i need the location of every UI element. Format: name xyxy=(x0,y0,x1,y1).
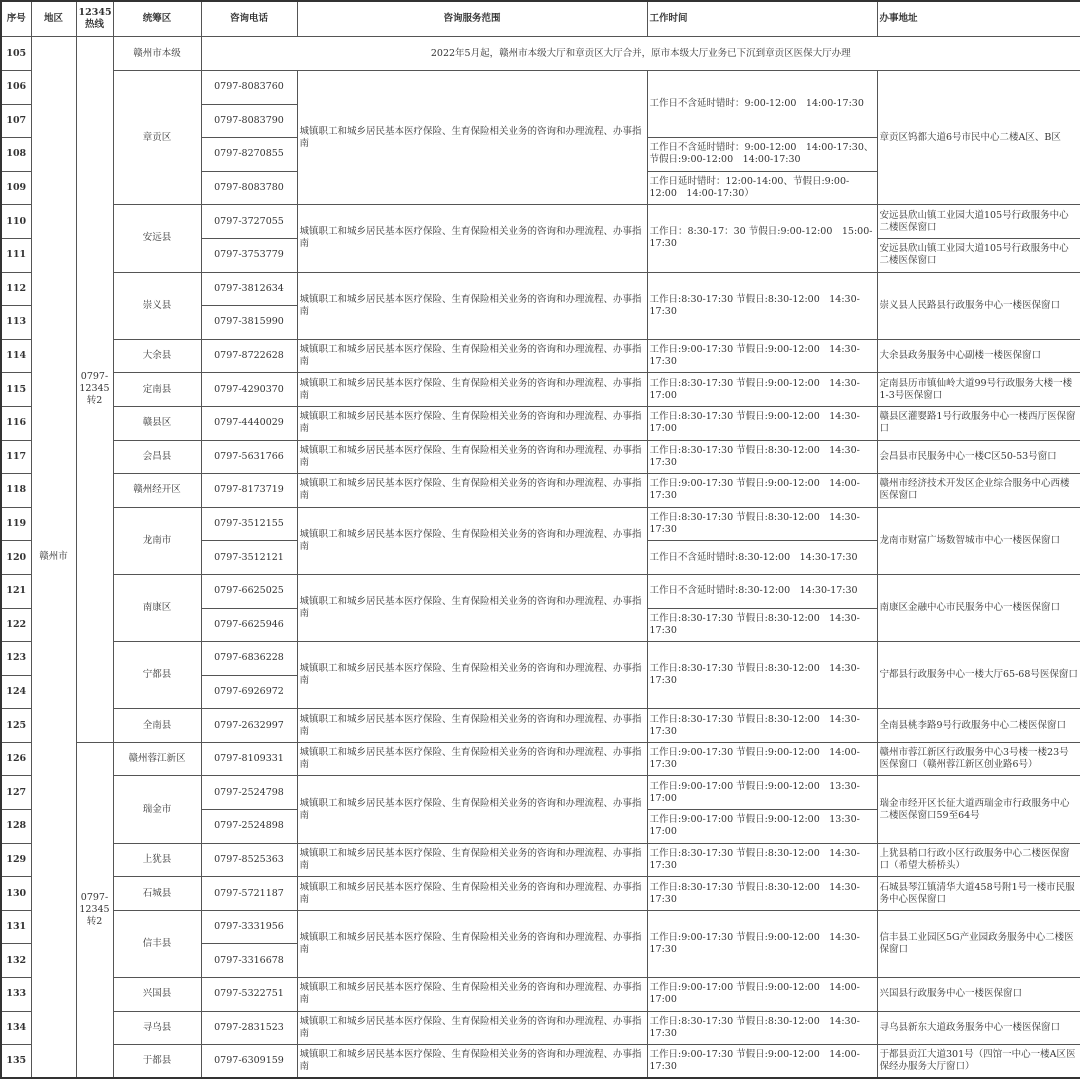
hours-cell: 工作日:9:00-17:30 节假日:9:00-12:00 14:00-17:30 xyxy=(647,742,877,776)
address-cell: 于都县贡江大道301号（四馆一中心一楼A区医保经办服务大厅窗口） xyxy=(877,1045,1080,1079)
address-cell: 全南县桃李路9号行政服务中心二楼医保窗口 xyxy=(877,709,1080,743)
district-cell: 赣县区 xyxy=(113,406,201,440)
table-row xyxy=(1,507,1080,541)
row-no: 135 xyxy=(1,1045,31,1079)
table-row xyxy=(1,742,1080,776)
address-cell: 信丰县工业园区5G产业园政务服务中心二楼医保窗口 xyxy=(877,910,1080,977)
row-no: 124 xyxy=(1,675,31,709)
row-no: 112 xyxy=(1,272,31,306)
scope-cell: 城镇职工和城乡居民基本医疗保险、生育保险相关业务的咨询和办理流程、办事指南 xyxy=(297,1045,647,1079)
district-cell: 崇义县 xyxy=(113,272,201,339)
phone-cell: 0797-3316678 xyxy=(201,944,297,978)
row-no: 127 xyxy=(1,776,31,810)
row-no: 107 xyxy=(1,104,31,138)
district-cell: 于都县 xyxy=(113,1045,201,1079)
address-cell: 赣县区灌婴路1号行政服务中心一楼西厅医保窗口 xyxy=(877,406,1080,440)
district-cell: 南康区 xyxy=(113,574,201,641)
row-no: 105 xyxy=(1,37,31,71)
hours-cell: 工作日:8:30-17:30 节假日:8:30-12:00 14:30-17:30 xyxy=(647,272,877,339)
hotline-cell: 0797-12345转2 xyxy=(76,742,113,1078)
district-cell: 宁都县 xyxy=(113,642,201,709)
table-row xyxy=(1,37,1080,71)
address-cell: 章贡区钨都大道6号市民中心二楼A区、B区 xyxy=(877,71,1080,205)
merge-note: 2022年5月起，赣州市本级大厅和章贡区大厅合并，原市本级大厅业务已下沉到章贡区医保大厅办理 xyxy=(201,37,1080,71)
address-cell: 安远县欣山镇工业园大道105号行政服务中心二楼医保窗口 xyxy=(877,205,1080,239)
phone-cell: 0797-2632997 xyxy=(201,709,297,743)
address-cell: 赣州市蓉江新区行政服务中心3号楼一楼23号医保窗口（赣州蓉江新区创业路6号） xyxy=(877,742,1080,776)
row-no: 106 xyxy=(1,71,31,105)
row-no: 134 xyxy=(1,1011,31,1045)
phone-cell: 0797-5631766 xyxy=(201,440,297,474)
address-cell: 会昌县市民服务中心一楼C区50-53号窗口 xyxy=(877,440,1080,474)
address-cell: 南康区金融中心市民服务中心一楼医保窗口 xyxy=(877,574,1080,641)
hours-cell: 工作日不含延时错时:8:30-12:00 14:30-17:30 xyxy=(647,541,877,575)
table-row xyxy=(1,373,1080,407)
hours-cell: 工作日:9:00-17:00 节假日:9:00-12:00 14:00-17:00 xyxy=(647,978,877,1012)
scope-cell: 城镇职工和城乡居民基本医疗保险、生育保险相关业务的咨询和办理流程、办事指南 xyxy=(297,1011,647,1045)
phone-cell: 0797-6625025 xyxy=(201,574,297,608)
phone-cell: 0797-3512121 xyxy=(201,541,297,575)
district-cell: 赣州经开区 xyxy=(113,474,201,508)
row-no: 109 xyxy=(1,171,31,205)
hours-cell: 工作日不含延时错时：9:00-12:00 14:00-17:30、节假日:9:00-12:00 14:00-17:30 xyxy=(647,138,877,172)
row-no: 113 xyxy=(1,306,31,340)
district-cell: 章贡区 xyxy=(113,71,201,205)
header-row xyxy=(1,1,1080,37)
phone-cell: 0797-3331956 xyxy=(201,910,297,944)
phone-cell: 0797-6926972 xyxy=(201,675,297,709)
phone-cell: 0797-3812634 xyxy=(201,272,297,306)
table-row xyxy=(1,339,1080,373)
address-cell: 龙南市财富广场数智城市中心一楼医保窗口 xyxy=(877,507,1080,574)
phone-cell: 0797-4440029 xyxy=(201,406,297,440)
address-cell: 寻乌县新东大道政务服务中心一楼医保窗口 xyxy=(877,1011,1080,1045)
scope-cell: 城镇职工和城乡居民基本医疗保险、生育保险相关业务的咨询和办理流程、办事指南 xyxy=(297,406,647,440)
row-no: 125 xyxy=(1,709,31,743)
address-cell: 兴国县行政服务中心一楼医保窗口 xyxy=(877,978,1080,1012)
header-region: 地区 xyxy=(31,1,76,37)
header-district: 统筹区 xyxy=(113,1,201,37)
address-cell: 瑞金市经开区长征大道西瑞金市行政服务中心二楼医保窗口59至64号 xyxy=(877,776,1080,843)
scope-cell: 城镇职工和城乡居民基本医疗保险、生育保险相关业务的咨询和办理流程、办事指南 xyxy=(297,843,647,877)
scope-cell: 城镇职工和城乡居民基本医疗保险、生育保险相关业务的咨询和办理流程、办事指南 xyxy=(297,373,647,407)
phone-cell: 0797-2524898 xyxy=(201,810,297,844)
district-cell: 瑞金市 xyxy=(113,776,201,843)
row-no: 114 xyxy=(1,339,31,373)
table-row xyxy=(1,776,1080,810)
phone-cell: 0797-8083780 xyxy=(201,171,297,205)
row-no: 110 xyxy=(1,205,31,239)
hours-cell: 工作日:8:30-17:30 节假日:8:30-12:00 14:30-17:30 xyxy=(647,440,877,474)
phone-cell: 0797-6625946 xyxy=(201,608,297,642)
row-no: 129 xyxy=(1,843,31,877)
phone-cell: 0797-3512155 xyxy=(201,507,297,541)
table-row xyxy=(1,406,1080,440)
phone-cell: 0797-8083790 xyxy=(201,104,297,138)
row-no: 123 xyxy=(1,642,31,676)
hours-cell: 工作日:8:30-17:30 节假日:8:30-12:00 14:30-17:30 xyxy=(647,877,877,911)
hours-cell: 工作日:8:30-17:30 节假日:8:30-12:00 14:30-17:30 xyxy=(647,709,877,743)
address-cell: 赣州市经济技术开发区企业综合服务中心西楼医保窗口 xyxy=(877,474,1080,508)
scope-cell: 城镇职工和城乡居民基本医疗保险、生育保险相关业务的咨询和办理流程、办事指南 xyxy=(297,574,647,641)
scope-cell: 城镇职工和城乡居民基本医疗保险、生育保险相关业务的咨询和办理流程、办事指南 xyxy=(297,776,647,843)
scope-cell: 城镇职工和城乡居民基本医疗保险、生育保险相关业务的咨询和办理流程、办事指南 xyxy=(297,205,647,272)
header-phone: 咨询电话 xyxy=(201,1,297,37)
address-cell: 上犹县稍口行政小区行政服务中心二楼医保窗口（希望大桥桥头） xyxy=(877,843,1080,877)
phone-cell: 0797-4290370 xyxy=(201,373,297,407)
phone-cell: 0797-2524798 xyxy=(201,776,297,810)
district-cell: 信丰县 xyxy=(113,910,201,977)
phone-cell: 0797-8173719 xyxy=(201,474,297,508)
row-no: 132 xyxy=(1,944,31,978)
hours-cell: 工作日:9:00-17:00 节假日:9:00-12:00 13:30-17:00 xyxy=(647,810,877,844)
scope-cell: 城镇职工和城乡居民基本医疗保险、生育保险相关业务的咨询和办理流程、办事指南 xyxy=(297,71,647,205)
phone-cell: 0797-6836228 xyxy=(201,642,297,676)
address-cell: 定南县历市镇仙岭大道99号行政服务大楼一楼1-3号医保窗口 xyxy=(877,373,1080,407)
hours-cell: 工作日:8:30-17:30 节假日:9:00-12:00 14:30-17:00 xyxy=(647,373,877,407)
phone-cell: 0797-2831523 xyxy=(201,1011,297,1045)
hours-cell: 工作日:9:00-17:30 节假日:9:00-12:00 14:30-17:30 xyxy=(647,339,877,373)
header-address: 办事地址 xyxy=(877,1,1080,37)
hours-cell: 工作日:9:00-17:00 节假日:9:00-12:00 13:30-17:00 xyxy=(647,776,877,810)
table-row xyxy=(1,642,1080,676)
phone-cell: 0797-8525363 xyxy=(201,843,297,877)
district-cell: 赣州市本级 xyxy=(113,37,201,71)
scope-cell: 城镇职工和城乡居民基本医疗保险、生育保险相关业务的咨询和办理流程、办事指南 xyxy=(297,709,647,743)
table-row xyxy=(1,877,1080,911)
table-row xyxy=(1,205,1080,239)
phone-cell: 0797-8109331 xyxy=(201,742,297,776)
district-cell: 兴国县 xyxy=(113,978,201,1012)
row-no: 119 xyxy=(1,507,31,541)
address-cell: 石城县琴江镇清华大道458号附1号一楼市民服务中心医保窗口 xyxy=(877,877,1080,911)
district-cell: 安远县 xyxy=(113,205,201,272)
scope-cell: 城镇职工和城乡居民基本医疗保险、生育保险相关业务的咨询和办理流程、办事指南 xyxy=(297,642,647,709)
hours-cell: 工作日:9:00-17:30 节假日:9:00-12:00 14:00-17:30 xyxy=(647,474,877,508)
table-row xyxy=(1,1045,1080,1079)
phone-cell: 0797-3727055 xyxy=(201,205,297,239)
district-cell: 会昌县 xyxy=(113,440,201,474)
row-no: 108 xyxy=(1,138,31,172)
scope-cell: 城镇职工和城乡居民基本医疗保险、生育保险相关业务的咨询和办理流程、办事指南 xyxy=(297,742,647,776)
scope-cell: 城镇职工和城乡居民基本医疗保险、生育保险相关业务的咨询和办理流程、办事指南 xyxy=(297,910,647,977)
scope-cell: 城镇职工和城乡居民基本医疗保险、生育保险相关业务的咨询和办理流程、办事指南 xyxy=(297,507,647,574)
hotline-cell: 0797-12345转2 xyxy=(76,37,113,743)
district-cell: 全南县 xyxy=(113,709,201,743)
address-cell: 宁都县行政服务中心一楼大厅65-68号医保窗口 xyxy=(877,642,1080,709)
hours-cell: 工作日:8:30-17:30 节假日:8:30-12:00 14:30-17:30 xyxy=(647,843,877,877)
header-hours: 工作时间 xyxy=(647,1,877,37)
hours-cell: 工作日不含延时错时:8:30-12:00 14:30-17:30 xyxy=(647,574,877,608)
table-row xyxy=(1,910,1080,944)
hours-cell: 工作日:8:30-17:30 节假日:8:30-12:00 14:30-17:30 xyxy=(647,507,877,541)
hours-cell: 工作日:8:30-17:30 节假日:8:30-12:00 14:30-17:30 xyxy=(647,1011,877,1045)
table-row xyxy=(1,978,1080,1012)
scope-cell: 城镇职工和城乡居民基本医疗保险、生育保险相关业务的咨询和办理流程、办事指南 xyxy=(297,440,647,474)
hours-cell: 工作日不含延时错时：9:00-12:00 14:00-17:30 xyxy=(647,71,877,138)
phone-cell: 0797-6309159 xyxy=(201,1045,297,1079)
row-no: 126 xyxy=(1,742,31,776)
region-cell: 赣州市 xyxy=(31,37,76,1079)
row-no: 111 xyxy=(1,238,31,272)
table-row xyxy=(1,474,1080,508)
address-cell: 大余县政务服务中心副楼一楼医保窗口 xyxy=(877,339,1080,373)
district-cell: 龙南市 xyxy=(113,507,201,574)
district-cell: 上犹县 xyxy=(113,843,201,877)
phone-cell: 0797-8083760 xyxy=(201,71,297,105)
district-cell: 大余县 xyxy=(113,339,201,373)
district-cell: 石城县 xyxy=(113,877,201,911)
row-no: 120 xyxy=(1,541,31,575)
phone-cell: 0797-8270855 xyxy=(201,138,297,172)
table-row xyxy=(1,71,1080,105)
address-cell: 安远县欣山镇工业园大道105号行政服务中心二楼医保窗口 xyxy=(877,238,1080,272)
scope-cell: 城镇职工和城乡居民基本医疗保险、生育保险相关业务的咨询和办理流程、办事指南 xyxy=(297,339,647,373)
hours-cell: 工作日:8:30-17:30 节假日:8:30-12:00 14:30-17:30 xyxy=(647,642,877,709)
table-row xyxy=(1,440,1080,474)
table-row xyxy=(1,709,1080,743)
phone-cell: 0797-3753779 xyxy=(201,238,297,272)
address-cell: 崇义县人民路县行政服务中心一楼医保窗口 xyxy=(877,272,1080,339)
row-no: 130 xyxy=(1,877,31,911)
district-cell: 寻乌县 xyxy=(113,1011,201,1045)
row-no: 133 xyxy=(1,978,31,1012)
district-cell: 赣州蓉江新区 xyxy=(113,742,201,776)
scope-cell: 城镇职工和城乡居民基本医疗保险、生育保险相关业务的咨询和办理流程、办事指南 xyxy=(297,877,647,911)
hours-cell: 工作日:9:00-17:30 节假日:9:00-12:00 14:00-17:30 xyxy=(647,1045,877,1079)
header-no: 序号 xyxy=(1,1,31,37)
row-no: 122 xyxy=(1,608,31,642)
row-no: 117 xyxy=(1,440,31,474)
row-no: 128 xyxy=(1,810,31,844)
phone-cell: 0797-5721187 xyxy=(201,877,297,911)
row-no: 116 xyxy=(1,406,31,440)
scope-cell: 城镇职工和城乡居民基本医疗保险、生育保险相关业务的咨询和办理流程、办事指南 xyxy=(297,474,647,508)
phone-cell: 0797-3815990 xyxy=(201,306,297,340)
phone-cell: 0797-8722628 xyxy=(201,339,297,373)
header-scope: 咨询服务范围 xyxy=(297,1,647,37)
row-no: 121 xyxy=(1,574,31,608)
district-cell: 定南县 xyxy=(113,373,201,407)
row-no: 131 xyxy=(1,910,31,944)
table-row xyxy=(1,1011,1080,1045)
scope-cell: 城镇职工和城乡居民基本医疗保险、生育保险相关业务的咨询和办理流程、办事指南 xyxy=(297,978,647,1012)
hours-cell: 工作日：8:30-17：30 节假日:9:00-12:00 15:00-17:30 xyxy=(647,205,877,272)
row-no: 118 xyxy=(1,474,31,508)
row-no: 115 xyxy=(1,373,31,407)
table-row xyxy=(1,272,1080,306)
hours-cell: 工作日:8:30-17:30 节假日:8:30-12:00 14:30-17:30 xyxy=(647,608,877,642)
header-hotline: 12345热线 xyxy=(76,1,113,37)
scope-cell: 城镇职工和城乡居民基本医疗保险、生育保险相关业务的咨询和办理流程、办事指南 xyxy=(297,272,647,339)
table-row xyxy=(1,574,1080,608)
hours-cell: 工作日:9:00-17:30 节假日:9:00-12:00 14:30-17:30 xyxy=(647,910,877,977)
hours-cell: 工作日:8:30-17:30 节假日:9:00-12:00 14:30-17:00 xyxy=(647,406,877,440)
phone-cell: 0797-5322751 xyxy=(201,978,297,1012)
table-row xyxy=(1,843,1080,877)
hours-cell: 工作日延时错时：12:00-14:00、节假日:9:00-12:00 14:00-17:30） xyxy=(647,171,877,205)
